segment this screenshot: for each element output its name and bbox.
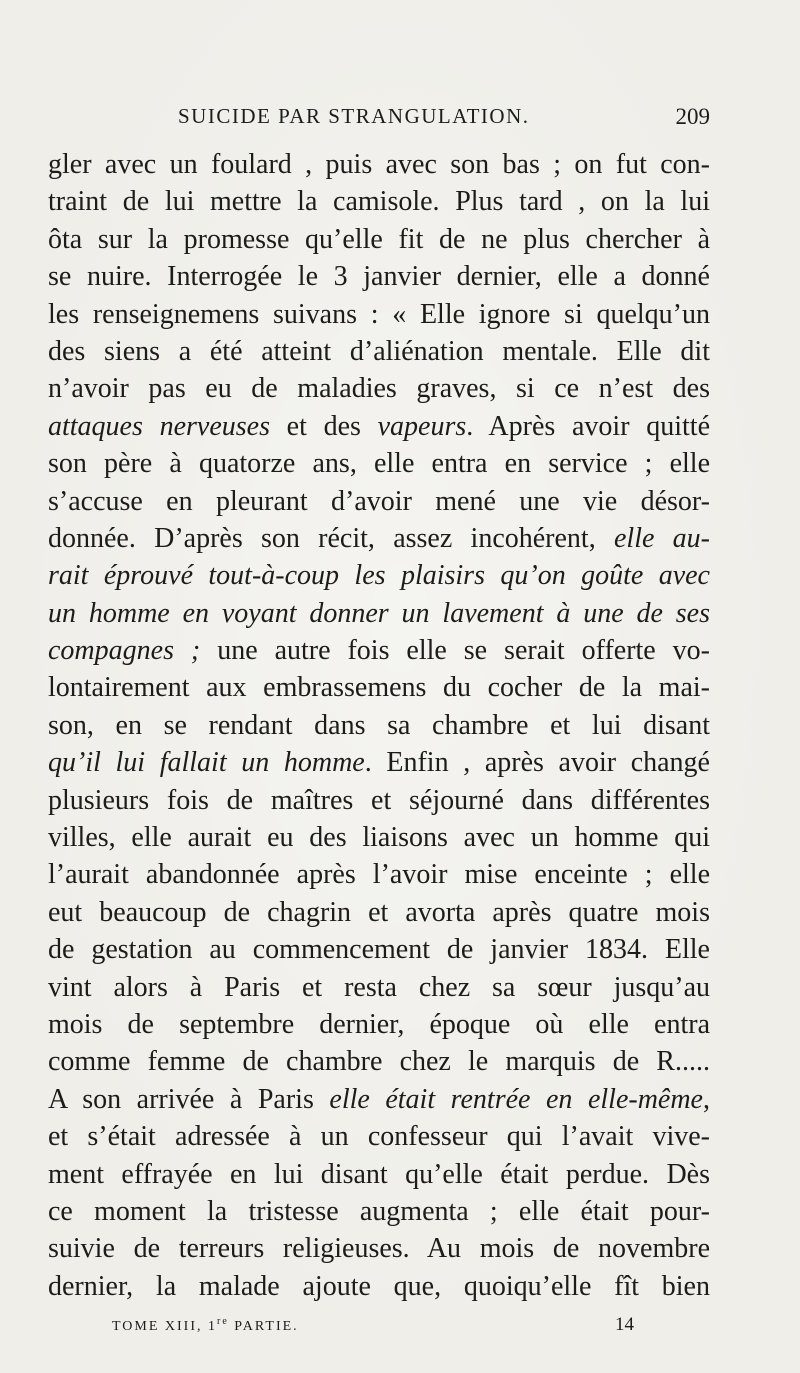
text-line: suivie de terreurs religieuses. Au mois de novembre — [48, 1233, 710, 1265]
text-line: dernier, la malade ajoute que, quoiqu’elle fît bien — [48, 1270, 710, 1302]
text-line: se nuire. Interrogée le 3 janvier dernier, elle a donné — [48, 261, 710, 293]
text-line: de gestation au commencement de janvier 1834. Elle — [48, 934, 710, 966]
text-line: des siens a été atteint d’aliénation mentale. Elle dit — [48, 335, 710, 367]
sheet-number: 14 — [615, 1314, 634, 1335]
text-line: vint alors à Paris et resta chez sa sœur jusqu’au — [48, 971, 710, 1003]
text-line: ment effrayée en lui disant qu’elle était perdue. Dès — [48, 1158, 710, 1190]
text-line: ôta sur la promesse qu’elle fit de ne plus chercher à — [48, 223, 710, 255]
text-line: villes, elle aurait eu des liaisons avec un homme qui — [48, 822, 710, 854]
text-line: compagnes ; une autre fois elle se serait offerte vo- — [48, 635, 711, 667]
text-line: rait éprouvé tout-à-coup les plaisirs qu’on goûte avec — [48, 560, 710, 592]
text-line: plusieurs fois de maîtres et séjourné dans différentes — [48, 784, 710, 816]
text-line: son père à quatorze ans, elle entra en service ; elle — [48, 448, 710, 480]
body-text — [48, 146, 710, 1305]
text-line: eut beaucoup de chagrin et avorta après quatre mois — [48, 896, 710, 928]
text-line: traint de lui mettre la camisole. Plus tard , on la lui — [48, 186, 710, 218]
page-footer — [112, 1314, 634, 1338]
text-line: s’accuse en pleurant d’avoir mené une vie désor- — [48, 485, 710, 517]
text-line: n’avoir pas eu de maladies graves, si ce n’est des — [48, 373, 710, 405]
text-line: l’aurait abandonnée après l’avoir mise enceinte ; elle — [48, 859, 710, 891]
text-line: attaques nerveuses et des vapeurs. Après avoir quitté — [48, 410, 710, 442]
signature-sup: re — [217, 1316, 229, 1327]
page-number: 209 — [675, 104, 710, 129]
text-line: A son arrivée à Paris elle était rentrée en elle-même, — [48, 1083, 710, 1115]
text-line: lontairement aux embrassemens du cocher de la mai- — [48, 672, 710, 704]
signature-prefix: TOME XIII, 1 — [112, 1319, 218, 1334]
text-line: gler avec un foulard , puis avec son bas ; on fut con- — [48, 149, 710, 180]
text-line: donnée. D’après son récit, assez incohérent, elle au- — [48, 522, 710, 554]
text-line: son, en se rendant dans sa chambre et lui disant — [48, 709, 710, 741]
text-line: comme femme de chambre chez le marquis de R..... — [48, 1046, 710, 1078]
text-line: qu’il lui fallait un homme. Enfin , après avoir changé — [48, 747, 710, 779]
text-line: ce moment la tristesse augmenta ; elle était pour- — [48, 1195, 710, 1227]
text-line: un homme en voyant donner un lavement à une de ses — [48, 597, 710, 629]
running-head-title: SUICIDE PAR STRANGULATION. — [178, 104, 530, 128]
signature-mark — [112, 1316, 299, 1335]
text-line: et s’était adressée à un confesseur qui l’avait vive- — [48, 1121, 710, 1153]
text-line: les renseignemens suivans : « Elle ignore si quelqu’un — [48, 298, 710, 330]
text-line: mois de septembre dernier, époque où elle entra — [48, 1008, 710, 1040]
signature-suffix: PARTIE. — [228, 1319, 299, 1334]
running-head — [48, 104, 710, 134]
